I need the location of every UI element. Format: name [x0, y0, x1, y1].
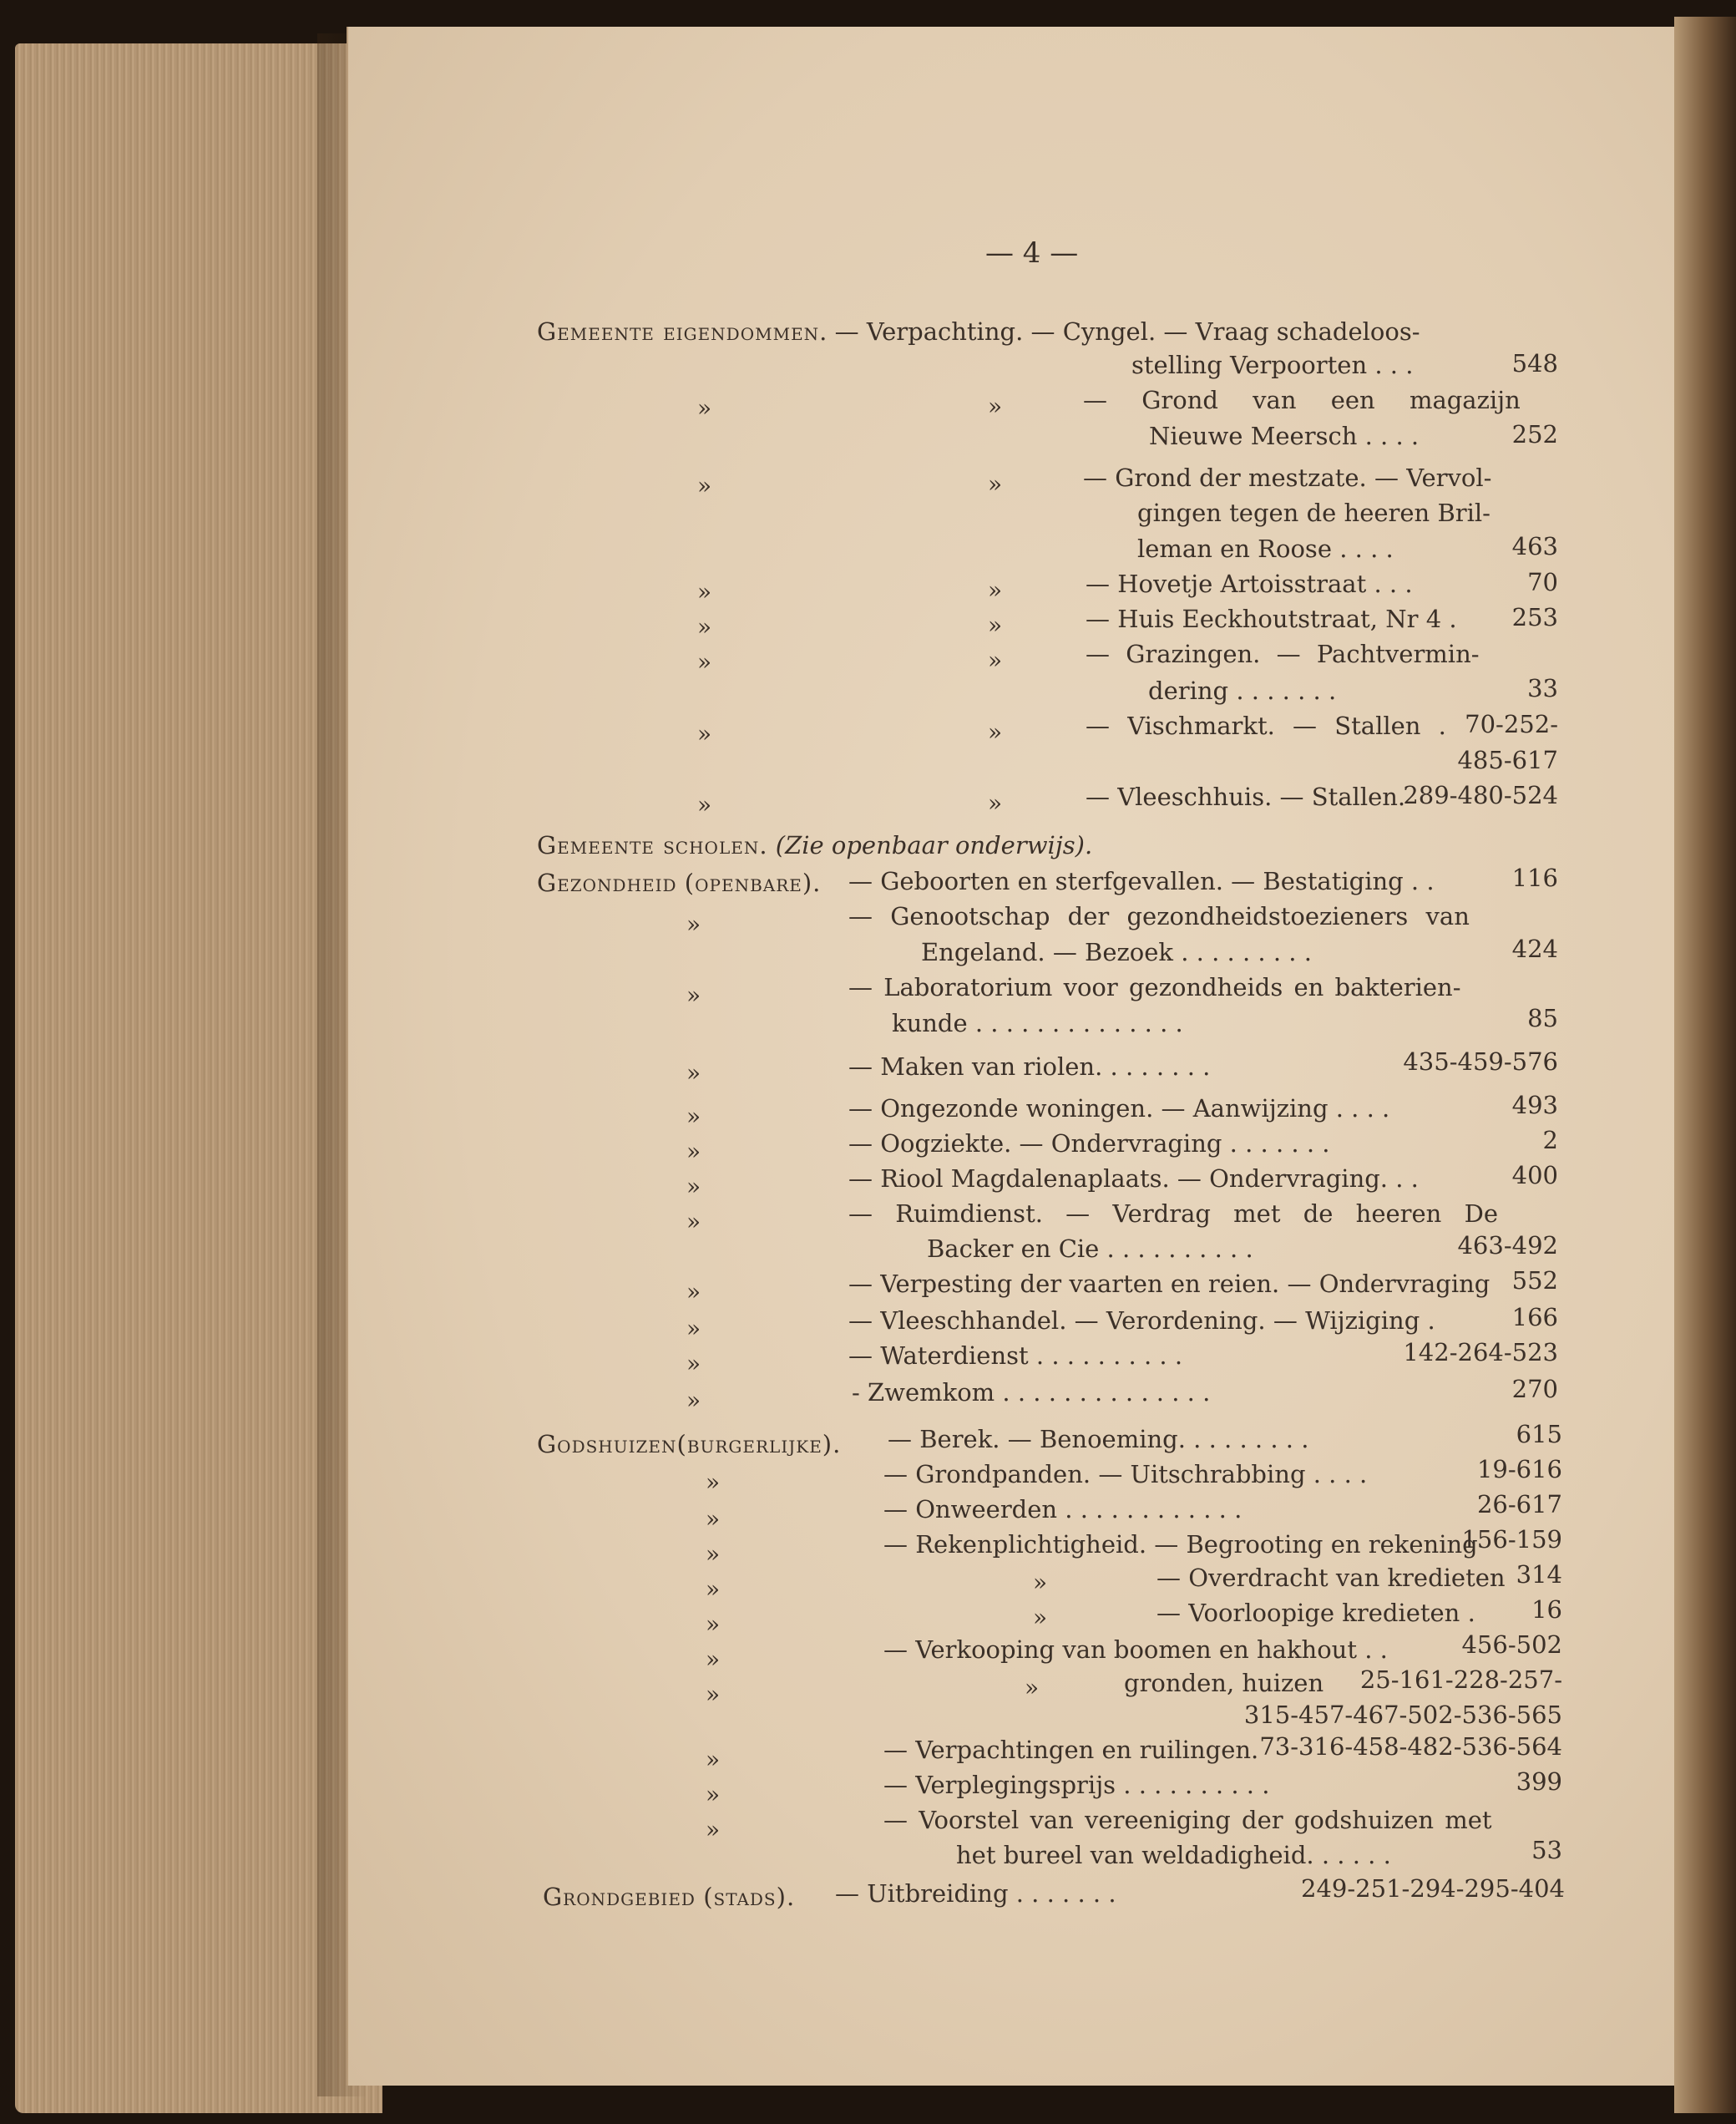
entry-line: — Verplegingsprijs . . . . . . . . . . [883, 1771, 1270, 1799]
ditto-mark: » [686, 1208, 701, 1235]
ditto-mark: » [697, 578, 712, 606]
entry-line: — Verpachtingen en ruilingen. [883, 1736, 1259, 1764]
ditto-mark: » [706, 1610, 721, 1638]
ditto-mark: » [686, 981, 701, 1009]
ditto-mark: » [686, 1278, 701, 1305]
ditto-mark: » [988, 646, 1003, 674]
ditto-mark: » [1033, 1604, 1048, 1631]
entry-line: Engeland. — Bezoek . . . . . . . . . [921, 938, 1312, 966]
ditto-mark: » [686, 1350, 701, 1377]
entry-line: kunde . . . . . . . . . . . . . . [892, 1009, 1183, 1037]
entry-line: — Berek. — Benoeming. . . . . . . . . [888, 1425, 1309, 1453]
ditto-mark: » [988, 789, 1003, 817]
entry-line: — Grond van een magazijn [1083, 386, 1521, 414]
page-ref: 289-480-524 [1403, 781, 1558, 809]
entry-heading: Gemeente scholen. [537, 831, 768, 859]
page-ref: 156-159 [1461, 1525, 1562, 1554]
ditto-mark: » [686, 1173, 701, 1200]
entry-line: het bureel van weldadigheid. . . . . . [956, 1841, 1391, 1869]
entry-heading: Gemeente eigendommen [537, 317, 820, 346]
page-ref: 19-616 [1476, 1455, 1562, 1483]
page-ref: 463-492 [1457, 1231, 1558, 1260]
index-entry-gemeente-eigendommen [537, 317, 1420, 346]
entry-line: — Hovetje Artoisstraat . . . [1086, 570, 1413, 598]
entry-line: — Waterdienst . . . . . . . . . . [848, 1341, 1183, 1370]
page-ref: 314 [1516, 1560, 1562, 1589]
ditto-mark: » [706, 1540, 721, 1568]
index-entry-gemeente-scholen [537, 831, 1092, 859]
index-entry-grondgebied [543, 1883, 795, 1911]
entry-heading: Godshuizen [537, 1430, 677, 1458]
entry-line: — Vischmarkt. — Stallen . [1086, 712, 1446, 740]
entry-line: — Rekenplichtigheid. — Begrooting en rekening [883, 1530, 1478, 1559]
ditto-mark: » [686, 1059, 701, 1087]
entry-line: — Riool Magdalenaplaats. — Ondervraging. . . [848, 1164, 1419, 1193]
page-ref: 552 [1511, 1266, 1558, 1295]
entry-line: — Oogziekte. — Ondervraging . . . . . . . [848, 1129, 1330, 1158]
ditto-mark: » [697, 472, 712, 499]
entry-line: — Genootschap der gezondheidstoezieners van [848, 902, 1470, 930]
ditto-mark: » [1033, 1569, 1048, 1596]
page-ref: 116 [1511, 864, 1558, 892]
entry-line: — Grondpanden. — Uitschrabbing . . . . [883, 1460, 1368, 1488]
entry-line: — Verkooping van boomen en hakhout . . [883, 1635, 1388, 1664]
entry-line: — Huis Eeckhoutstraat, Nr 4 . [1086, 605, 1457, 633]
entry-line: — Grazingen. — Pachtvermin- [1086, 640, 1480, 668]
page-ref: 73-316-458-482-536-564 [1259, 1732, 1562, 1761]
entry-line: — Vleeschhandel. — Verordening. — Wijziging . [848, 1306, 1435, 1335]
page-ref: 463 [1511, 532, 1558, 560]
page-ref: 456-502 [1461, 1630, 1562, 1659]
ditto-mark: » [706, 1781, 721, 1808]
ditto-mark: » [706, 1575, 721, 1603]
entry-line: gronden, huizen [1124, 1669, 1324, 1697]
ditto-mark: » [1025, 1674, 1040, 1701]
page-ref: 25-161-228-257- [1359, 1665, 1562, 1694]
page-ref: 26-617 [1476, 1490, 1562, 1518]
ditto-mark: » [686, 1103, 701, 1130]
page-ref: 253 [1511, 603, 1558, 631]
page-ref: 400 [1511, 1161, 1558, 1189]
page-ref: 70 [1527, 568, 1558, 596]
entry-qualifier: (burgerlijke). [676, 1430, 842, 1458]
ditto-mark: » [686, 1138, 701, 1165]
page-number: — 4 — [985, 236, 1079, 270]
entry-qualifier: (stads). [703, 1883, 796, 1911]
page-ref: 249-251-294-295-404 [1301, 1874, 1565, 1903]
entry-line: — Grond der mestzate. — Vervol- [1083, 464, 1492, 492]
ditto-mark: » [988, 576, 1003, 604]
entry-line: stelling Verpoorten . . . [1131, 351, 1414, 379]
ditto-mark: » [988, 393, 1003, 420]
entry-line: — Vleeschhuis. — Stallen. [1086, 783, 1406, 811]
page-ref: 16 [1531, 1595, 1562, 1624]
entry-qualifier: (openbare). [684, 869, 822, 897]
page-ref: 2 [1542, 1126, 1558, 1154]
entry-line: Nieuwe Meersch . . . . [1149, 422, 1420, 450]
entry-line: — Overdracht van kredieten [1156, 1564, 1506, 1592]
ditto-mark: » [988, 470, 1003, 498]
entry-line: — Geboorten en sterfgevallen. — Bestatiging . . [848, 867, 1435, 895]
page-ref: 315-457-467-502-536-565 [1243, 1701, 1562, 1729]
ditto-mark: » [697, 613, 712, 641]
page-ref: 53 [1531, 1836, 1562, 1864]
entry-line: dering . . . . . . . [1148, 677, 1337, 705]
index-entry-godshuizen [537, 1430, 841, 1458]
entry-line: — Voorstel van vereeniging der godshuizen met [883, 1806, 1492, 1834]
entry-line: - Zwemkom . . . . . . . . . . . . . . [852, 1378, 1211, 1407]
ditto-mark: » [706, 1746, 721, 1773]
entry-line: Backer en Cie . . . . . . . . . . [927, 1234, 1253, 1263]
entry-line: — Laboratorium voor gezondheids en bakterien- [848, 973, 1461, 1001]
page-ref: 435-459-576 [1403, 1047, 1558, 1076]
ditto-mark: » [706, 1816, 721, 1843]
ditto-mark: » [706, 1645, 721, 1673]
page-ref: 70-252- [1465, 710, 1558, 738]
entry-heading: Grondgebied [543, 1883, 696, 1911]
entry-heading: Gezondheid [537, 869, 677, 897]
ditto-mark: » [706, 1680, 721, 1708]
ditto-mark: » [697, 720, 712, 748]
entry-line: — Verpesting der vaarten en reien. — Ondervraging [848, 1270, 1491, 1298]
entry-line: — Voorloopige kredieten . [1156, 1599, 1475, 1627]
entry-line: — Maken van riolen. . . . . . . . [848, 1052, 1211, 1081]
page-ref: 85 [1527, 1004, 1558, 1032]
ditto-mark: » [988, 718, 1003, 746]
entry-line: gingen tegen de heeren Bril- [1137, 499, 1491, 527]
page-ref: 399 [1516, 1767, 1562, 1796]
page-ref: 33 [1527, 674, 1558, 702]
page-ref: 548 [1511, 349, 1558, 378]
entry-line: leman en Roose . . . . [1137, 535, 1394, 563]
page-ref: 270 [1511, 1375, 1558, 1403]
entry-line: — Ruimdienst. — Verdrag met de heeren De [848, 1199, 1498, 1228]
ditto-mark: » [686, 910, 701, 938]
ditto-mark: » [697, 648, 712, 676]
ditto-mark: » [706, 1468, 721, 1496]
ditto-mark: » [686, 1386, 701, 1414]
page-ref: 424 [1511, 935, 1558, 963]
ditto-mark: » [706, 1505, 721, 1533]
entry-line: — Onweerden . . . . . . . . . . . . [883, 1495, 1243, 1523]
page-ref: 166 [1511, 1303, 1558, 1331]
ditto-mark: » [697, 791, 712, 819]
page-ref: 142-264-523 [1403, 1338, 1558, 1366]
cross-reference: (Zie openbaar onderwijs). [775, 831, 1093, 859]
index-entry-gezondheid [537, 869, 821, 897]
ditto-mark: » [697, 394, 712, 422]
page-ref: 615 [1516, 1420, 1562, 1448]
ditto-mark: » [988, 611, 1003, 639]
entry-line: — Uitbreiding . . . . . . . [835, 1879, 1116, 1908]
entry-text: . — Verpachting. — Cyngel. — Vraag schadeloos- [819, 317, 1420, 346]
page-ref: 252 [1511, 420, 1558, 449]
ditto-mark: » [686, 1315, 701, 1342]
page-ref: 485-617 [1457, 746, 1558, 774]
entry-line: — Ongezonde woningen. — Aanwijzing . . . . [848, 1094, 1390, 1123]
page-ref: 493 [1511, 1091, 1558, 1119]
